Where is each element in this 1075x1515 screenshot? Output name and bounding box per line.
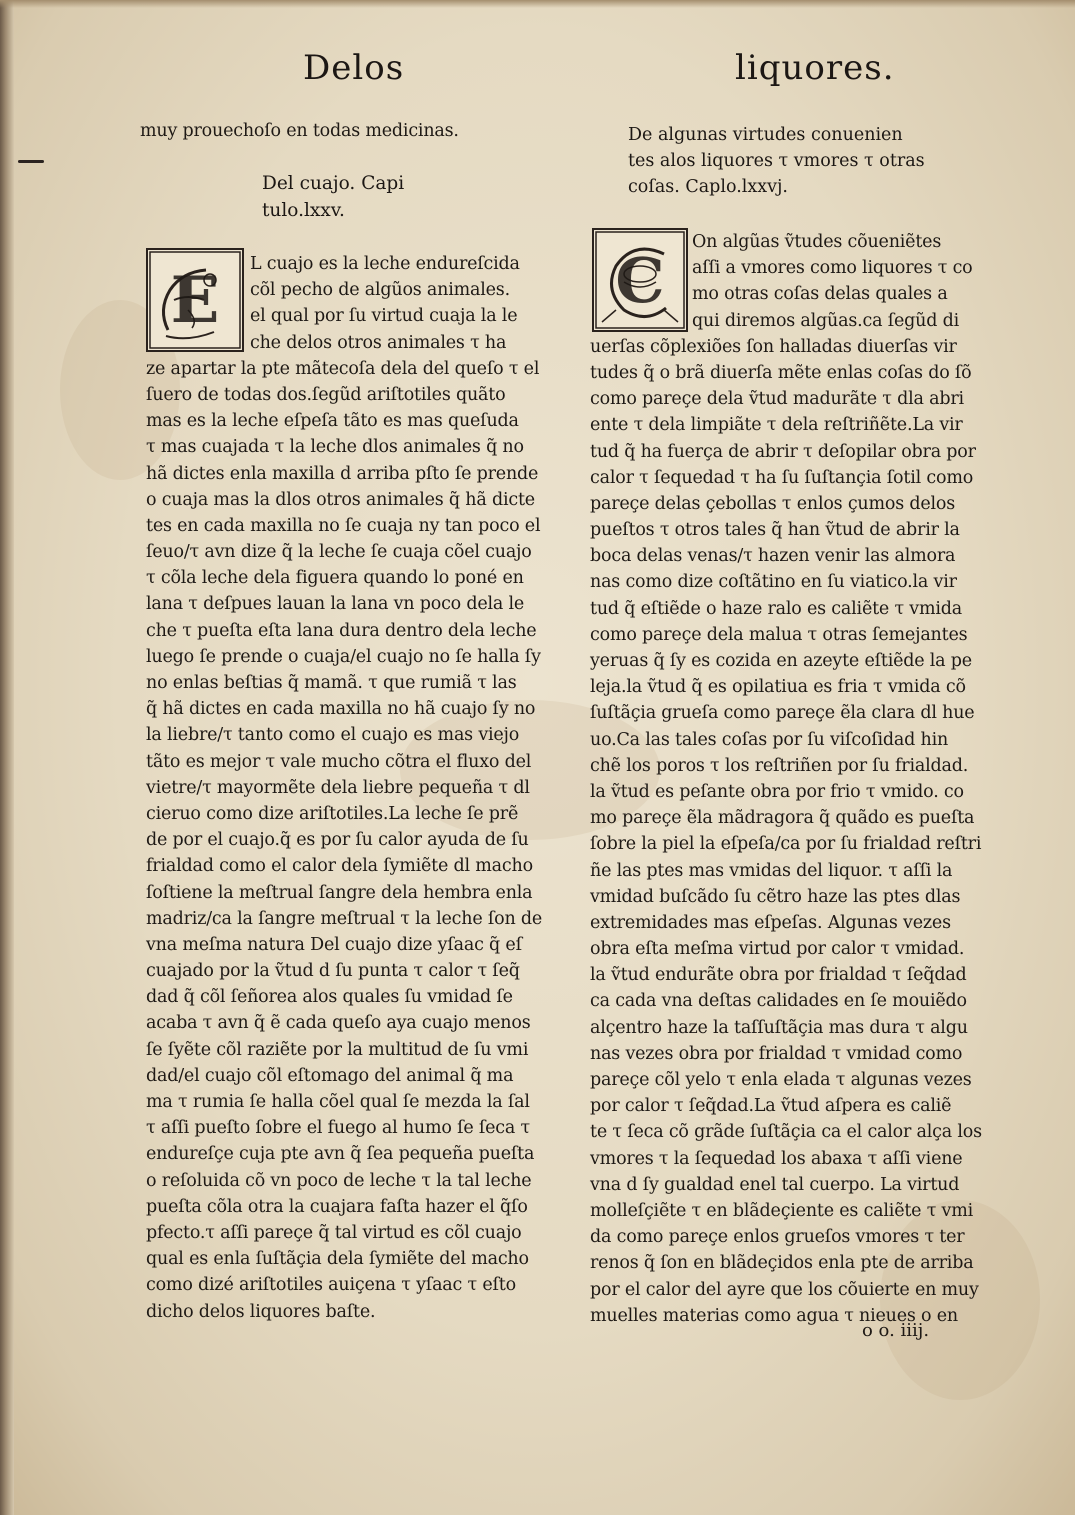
text-line: qual es enla ſuſtãçia dela ſymiẽte del macho	[146, 1249, 529, 1270]
margin-ink-mark	[18, 160, 44, 163]
text-line: molleſçiẽte τ en blãdeçiente es caliẽte τ vmi	[590, 1200, 974, 1221]
text-line: madriz/ca la ſangre meſtrual τ la leche ſon de	[146, 908, 543, 929]
text-line: vmidad buſcãdo ſu cẽtro haze las ptes dlas	[590, 886, 961, 907]
text-line: cõl pecho de algũos animales.	[250, 280, 510, 301]
chapter-title-line: Del cuajo. Capi	[262, 173, 405, 194]
text-line: vietre/τ mayormẽte dela liebre pequeña τ dl	[146, 777, 530, 798]
text-line: como pareçe dela malua τ otras ſemejantes	[590, 624, 968, 645]
text-line: te τ ſeca cõ grãde ſuſtãçia ca el calor alça los	[590, 1122, 982, 1143]
text-line: endureſçe cuja pte avn q̃ ſea pequeña pueſta	[146, 1144, 535, 1165]
text-line: luego ſe prende o cuaja/el cuajo no ſe halla ſy	[146, 646, 541, 667]
right-body	[590, 229, 980, 1329]
text-line: vna d ſy gualdad enel tal cuerpo. La virtud	[590, 1174, 960, 1195]
text-line: como pareçe dela ṽtud madurãte τ dla abri	[590, 389, 964, 410]
text-line: ze apartar la pte mãtecoſa dela del queſo τ el	[146, 358, 540, 379]
text-line: pareçe cõl yelo τ enla elada τ algunas vezes	[590, 1070, 972, 1090]
text-line: dad/el cuajo cõl eſtomago del animal q̃ ma	[146, 1065, 514, 1086]
running-header-left: Delos	[303, 48, 405, 88]
chapter-title-lxxvi	[628, 122, 925, 200]
text-line: ſe ſyẽte cõl raziẽte por la multitud de ſu vmi	[146, 1039, 529, 1060]
text-line: o cuaja mas la dlos otros animales q̃ hã dicte	[146, 489, 535, 510]
text-line: calor τ ſequedad τ ha ſu ſuſtançia ſotil como	[590, 467, 974, 488]
text-line: extremidades mas eſpeſas. Algunas vezes	[590, 912, 951, 933]
text-line: nas vezes obra por frialdad τ vmidad como	[590, 1043, 963, 1064]
text-line: el qual por ſu virtud cuaja la le	[250, 306, 518, 327]
text-line: yeruas q̃ ſy es cozida en azeyte eſtiẽde la pe	[590, 651, 972, 671]
text-line: dicho delos liquores baſte.	[146, 1301, 376, 1322]
text-line: L cuajo es la leche endureſcida	[250, 254, 520, 274]
text-line: vmores τ la ſequedad los abaxa τ aſſi viene	[590, 1148, 963, 1169]
text-line: vna meſma natura Del cuajo dize yſaac q̃ eſ	[146, 934, 522, 955]
text-line: qui diremos algũas.ca ſegũd di	[692, 310, 959, 331]
text-line: por calor τ ſeq̃dad.La ṽtud aſpera es caliẽ	[590, 1096, 952, 1117]
page-top-edge	[0, 0, 1075, 8]
text-line: tudes q̃ o brã diuerſa mẽte enlas coſas do ſõ	[590, 362, 972, 383]
text-line: la ṽtud endurãte obra por frialdad τ ſeq̃dad	[590, 965, 967, 986]
text-line: ca cada vna deſtas calidades en ſe mouiẽdo	[590, 991, 967, 1012]
chapter-title-line: tes alos liquores τ vmores τ otras	[628, 151, 925, 171]
text-line: ma τ rumia ſe halla cõel qual ſe mezda la ſal	[146, 1092, 530, 1112]
text-line: ente τ dela limpiãte τ dela reſtriñẽte.La vir	[590, 415, 963, 436]
initial-letter: E	[170, 262, 220, 338]
text-line: renos q̃ ſon en blãdeçidos enla pte de arriba	[590, 1253, 974, 1274]
text-line: cuajado por la ṽtud d ſu punta τ calor τ ſeq̃	[146, 961, 520, 982]
text-line: ſobre la piel la eſpeſa/ca por ſu frialdad reſtri	[590, 834, 982, 855]
text-line: por el calor del ayre que los cõuierte en muy	[590, 1279, 979, 1300]
text-line: che delos otros animales τ ha	[250, 332, 507, 353]
text-line: frialdad como el calor dela ſymiẽte dl macho	[146, 856, 533, 877]
text-line: acaba τ avn q̃ ẽ cada queſo aya cuajo menos	[146, 1013, 531, 1034]
text-line: mas es la leche eſpeſa tãto es mas queſuda	[146, 411, 519, 432]
text-line: pueſtos τ otros tales q̃ han ṽtud de abrir la	[590, 520, 960, 541]
text-line: mo pareçe ẽla mãdragora q̃ quãdo es pueſta	[590, 808, 975, 829]
text-line: mo otras coſas delas quales a	[692, 284, 948, 305]
chapter-title-line: De algunas virtudes conuenien	[628, 125, 903, 145]
text-line: τ mas cuajada τ la leche dlos animales q̃ no	[146, 437, 524, 458]
text-line: la liebre/τ tanto como el cuajo es mas viejo	[146, 725, 520, 746]
text-line: no enlas beſtias q̃ mamã. τ que rumiã τ las	[146, 673, 517, 693]
text-line: dad q̃ cõl ſeñorea alos quales ſu vmidad ſe	[146, 987, 513, 1008]
text-line: tãto es mejor τ vale mucho cõtra el fluxo del	[146, 751, 532, 772]
text-line: obra eſta meſma virtud por calor τ vmidad.	[590, 939, 965, 960]
text-line: muelles materias como agua τ nieues o en	[590, 1305, 958, 1326]
text-line: leja.la ṽtud q̃ es opilatiua es fria τ vmida cõ	[590, 677, 966, 698]
text-line: pareçe delas çebollas τ enlos çumos delos	[590, 493, 956, 514]
left-column	[140, 118, 540, 144]
text-line: τ aſſi pueſto ſobre el fuego al humo ſe ſeca τ	[146, 1118, 530, 1139]
text-line: o reſoluida cõ vn poco de leche τ la tal leche	[146, 1170, 532, 1191]
text-line: tud q̃ eſtiẽde o haze ralo es caliẽte τ vmida	[590, 598, 963, 619]
text-line: lana τ deſpues lauan la lana vn poco dela le	[146, 594, 525, 615]
text-line: hã dictes enla maxilla d arriba pſto ſe prende	[146, 463, 539, 484]
text-line: On algũas ṽtudes cõueniẽtes	[692, 232, 942, 252]
text-line: uo.Ca las tales coſas por ſu viſcoſidad hin	[590, 729, 949, 750]
text-line: alçentro haze la taſſuſtãçia mas dura τ algu	[590, 1017, 968, 1038]
chapter-title-lxxv	[262, 170, 404, 224]
text-line: tes en cada maxilla no ſe cuaja ny tan poco el	[146, 515, 541, 536]
text-line: la ṽtud es peſante obra por frio τ vmido. co	[590, 781, 964, 802]
text-line: ñe las ptes mas vmidas del liquor. τ aſſi la	[590, 860, 953, 881]
text-line: como dizé ariſtotiles auiçena τ yſaac τ eſto	[146, 1275, 516, 1296]
left-body	[146, 251, 546, 1325]
text-line: pfecto.τ aſſi pareçe q̃ tal virtud es cõl cuajo	[146, 1222, 522, 1243]
text-line: boca delas venas/τ hazen venir las almora	[590, 546, 956, 567]
text-line: cieruo como dize ariſtotiles.La leche ſe prẽ	[146, 803, 519, 824]
text-line: ſuero de todas dos.ſegũd ariſtotiles quãto	[146, 384, 506, 405]
initial-letter: C	[615, 243, 665, 317]
text-line: nas como dize coſtãtino en ſu viatico.la vir	[590, 572, 957, 593]
text-line: ſeuo/τ avn dize q̃ la leche ſe cuaja cõel cuajo	[146, 542, 532, 563]
text-line: q̃ hã dictes en cada maxilla no hã cuajo ſy no	[146, 699, 536, 720]
text-line: de por el cuajo.q̃ es por ſu calor ayuda de ſu	[146, 830, 529, 851]
chapter-title-line: tulo.lxxv.	[262, 200, 345, 221]
text-line: chẽ los poros τ los reſtriñen por ſu frialdad.	[590, 755, 969, 776]
signature-mark: o o. iiij.	[862, 1320, 930, 1341]
text-line: τ cõla leche dela figuera quando lo poné en	[146, 568, 524, 589]
binding-edge	[0, 0, 14, 1515]
text-line: tud q̃ ha fuerça de abrir τ deſopilar obra por	[590, 441, 976, 462]
text-line: ſoſtiene la meſtrual ſangre dela hembra enla	[146, 882, 533, 903]
text-line: da como pareçe enlos grueſos vmores τ ter	[590, 1227, 965, 1248]
running-header-right: liquores.	[735, 48, 895, 88]
text-line: uerſas cõplexiões ſon halladas diuerſas vir	[590, 336, 957, 357]
chapter-title-line: coſas. Caplo.lxxvj.	[628, 177, 788, 197]
text-line: ſuſtãçia grueſa como pareçe ẽla clara dl hue	[590, 703, 975, 724]
intro-line: muy prouechoſo en todas medicinas.	[140, 121, 459, 141]
text-line: che τ pueſta eſta lana dura dentro dela leche	[146, 620, 537, 641]
text-line: aſſi a vmores como liquores τ co	[692, 258, 973, 279]
text-line: pueſta cõla otra la cuajara faſta hazer el q̃ſo	[146, 1196, 528, 1217]
